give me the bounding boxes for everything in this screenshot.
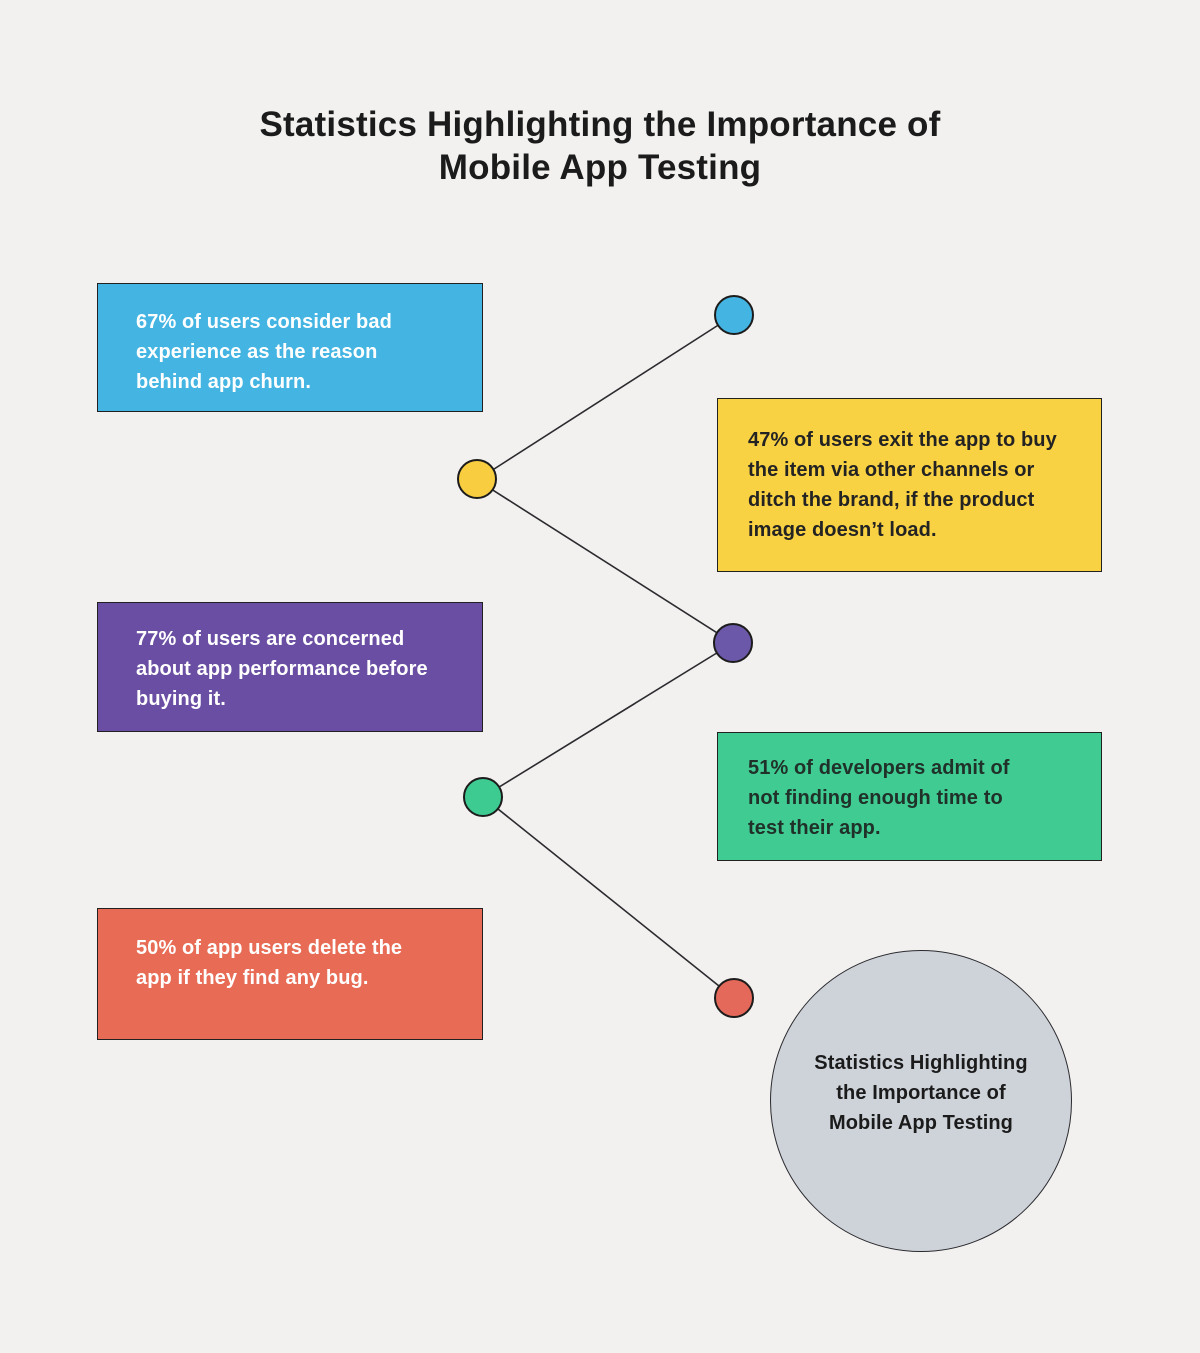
stat-text-delete-bug: 50% of app users delete the app if they find any bug. bbox=[136, 937, 403, 989]
summary-circle-label: Statistics Highlighting the Importance of Mobile App Testing bbox=[814, 1052, 1028, 1134]
summary-circle bbox=[770, 950, 1072, 1252]
stat-text-app-performance: 77% of users are concerned about app performance before buying it. bbox=[136, 628, 428, 710]
page-title: Statistics Highlighting the Importance of Mobile App Testing bbox=[259, 105, 941, 187]
connector-line-3 bbox=[483, 643, 733, 797]
stat-box-app-churn bbox=[97, 283, 483, 412]
stat-text-image-load: 47% of users exit the app to buy the item via other channels or ditch the brand, if the product image doesn’t load. bbox=[748, 429, 1057, 541]
stat-box-image-load bbox=[717, 398, 1102, 572]
stat-box-developer-time bbox=[717, 732, 1102, 861]
node-circle-blue bbox=[714, 295, 754, 335]
node-circle-purple bbox=[713, 623, 753, 663]
stat-text-app-churn: 67% of users consider bad experience as the reason behind app churn. bbox=[136, 311, 392, 393]
connector-line-4 bbox=[483, 797, 734, 998]
connector-line-1 bbox=[477, 315, 734, 480]
stat-text-developer-time: 51% of developers admit of not finding enough time to test their app. bbox=[748, 757, 1010, 839]
stat-box-delete-bug bbox=[97, 908, 483, 1040]
stat-box-app-performance bbox=[97, 602, 483, 732]
connector-line-2 bbox=[477, 480, 733, 643]
node-circle-red bbox=[714, 978, 754, 1018]
node-circle-green bbox=[463, 777, 503, 817]
node-circle-yellow bbox=[457, 459, 497, 499]
